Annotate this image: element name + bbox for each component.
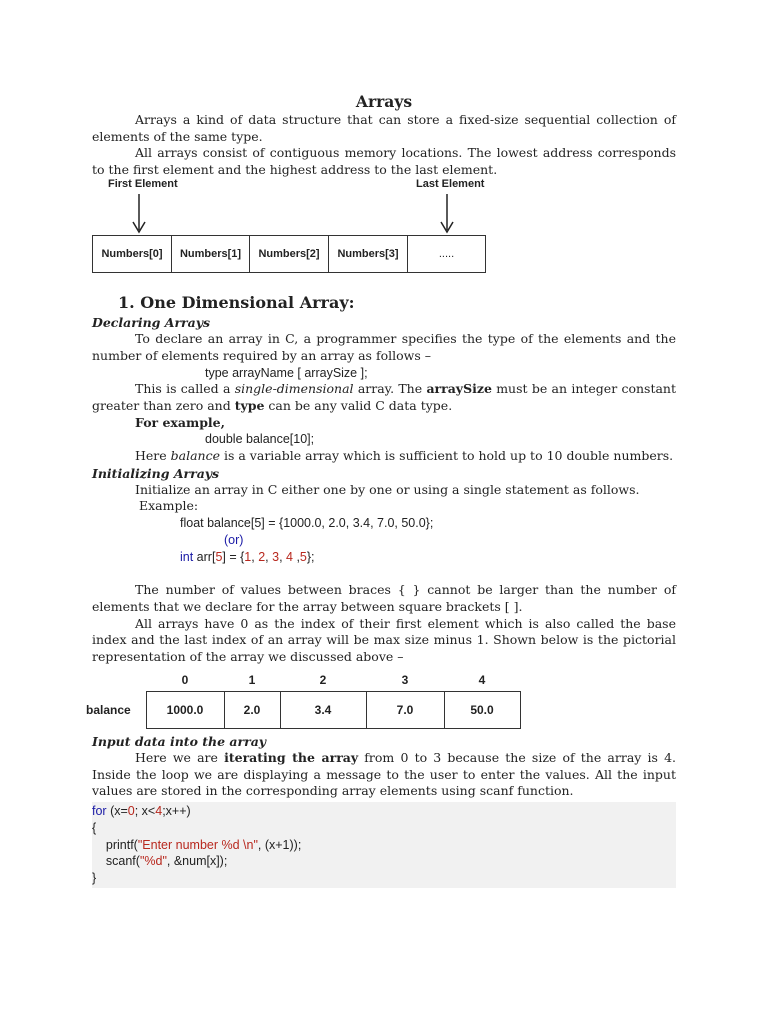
code-block <box>92 802 676 888</box>
row-label: balance <box>86 692 146 729</box>
numbers-array-table <box>92 235 486 273</box>
code-line-2: { <box>92 820 97 835</box>
index-cell: 2 <box>319 673 327 688</box>
declaring-paragraph-3: Here balance is a variable array which is sufficient to hold up to 10 double numbers. <box>135 447 674 463</box>
array-layout-diagram <box>92 178 676 276</box>
value-cell: 2.0 <box>224 692 280 729</box>
intro-paragraph-1: Arrays a kind of data structure that can store a fixed-size sequential collection of elements of the same type. <box>92 112 676 144</box>
declaring-paragraph-2: This is called a single-dimensional array. The arraySize must be an integer constant greater than zero and type can be any valid C data type. <box>92 381 677 413</box>
table-row <box>93 236 486 273</box>
subheading-initializing-arrays: Initializing Arrays <box>92 465 220 481</box>
example-code: double balance[10]; <box>205 432 315 447</box>
subheading-input-data: Input data into the array <box>92 734 267 750</box>
page-title: Arrays <box>355 92 413 111</box>
document-page <box>86 92 677 888</box>
array-cell: Numbers[3] <box>329 236 408 273</box>
index-cell: 4 <box>478 673 486 688</box>
initializing-paragraph-1: Initialize an array in C either one by one or using a single statement as follows. <box>135 481 640 497</box>
initializing-paragraph-3: All arrays have 0 as the index of their first element which is also called the base index and the last index of an array will be max size minus 1. Shown below is the pictorial representation of the array we discussed above – <box>92 615 676 664</box>
declaration-syntax: type arrayName [ arraySize ]; <box>205 365 368 380</box>
example-label-2: Example: <box>139 498 199 514</box>
index-row <box>86 669 520 692</box>
array-cell: Numbers[0] <box>93 236 172 273</box>
section-heading-one-dimensional: 1. One Dimensional Array: <box>118 293 355 313</box>
last-arrow-icon <box>441 194 453 232</box>
array-cell: ..... <box>408 236 486 273</box>
code-line-4: scanf("%d", &num[x]); <box>92 854 228 869</box>
initializing-paragraph-2: The number of values between braces { } cannot be larger than the number of elements that we declare for the array between square brackets [ ]. <box>92 582 676 614</box>
first-arrow-icon <box>133 194 145 232</box>
intro-paragraph-2: All arrays consist of contiguous memory locations. The lowest address corresponds to the first element and the highest address to the last element. <box>92 145 676 177</box>
first-element-label: First Element <box>108 178 178 191</box>
or-label: (or) <box>224 532 244 547</box>
code-line-1: for (x=0; x<4;x++) <box>92 804 191 819</box>
subheading-declaring-arrays: Declaring Arrays <box>92 315 211 331</box>
array-cell: Numbers[1] <box>172 236 250 273</box>
balance-array-table <box>86 669 521 729</box>
declaring-paragraph-1: To declare an array in C, a programmer specifies the type of the elements and the number of elements required by an array as follows – <box>92 331 676 363</box>
int-array-code: int arr[5] = {1, 2, 3, 4 ,5}; <box>180 549 315 564</box>
index-cell: 3 <box>401 673 409 688</box>
value-cell: 7.0 <box>366 692 444 729</box>
example-label: For example, <box>135 414 225 430</box>
value-cell: 50.0 <box>444 692 520 729</box>
array-cell: Numbers[2] <box>250 236 329 273</box>
value-cell: 1000.0 <box>146 692 224 729</box>
index-cell: 1 <box>248 673 256 688</box>
index-cell: 0 <box>181 673 189 688</box>
code-line-5: } <box>92 871 97 886</box>
balance-array-diagram <box>86 669 676 733</box>
value-row <box>86 692 520 729</box>
code-line-3: printf("Enter number %d \n", (x+1)); <box>92 837 302 852</box>
last-element-label: Last Element <box>416 178 485 191</box>
value-cell: 3.4 <box>280 692 366 729</box>
input-paragraph-1: Here we are iterating the array from 0 to 3 because the size of the array is 4. Inside the loop we are displaying a message to the user to enter the values. All the input values are stored in the corresponding array elements using scanf function. <box>92 750 677 799</box>
float-array-code: float balance[5] = {1000.0, 2.0, 3.4, 7.0, 50.0}; <box>180 515 434 530</box>
